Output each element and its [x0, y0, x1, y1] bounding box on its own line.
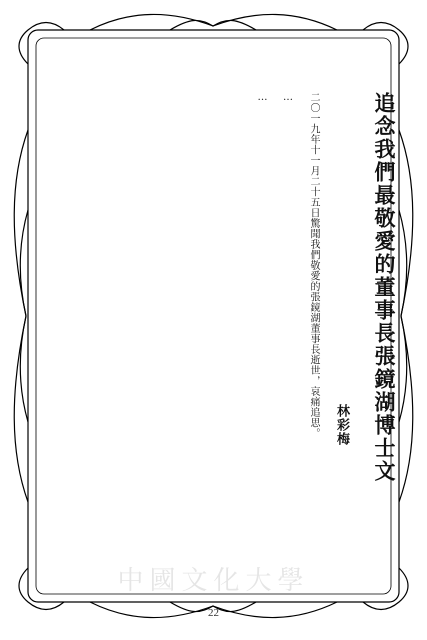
document-title: 追念我們最敬愛的董事長張鏡湖博士文 — [372, 92, 397, 483]
author-name: 林彩梅 — [334, 404, 349, 446]
watermark: 中國文化大學 — [117, 566, 310, 596]
paragraph: 二〇一九年十一月二十五日驚聞我們敬愛的張鏡湖董事長逝世，哀痛追思。 — [308, 92, 319, 439]
paragraph: … — [257, 92, 268, 104]
body-text — [59, 92, 321, 562]
page-number: 22 — [208, 607, 219, 619]
paragraph: … — [282, 92, 294, 104]
